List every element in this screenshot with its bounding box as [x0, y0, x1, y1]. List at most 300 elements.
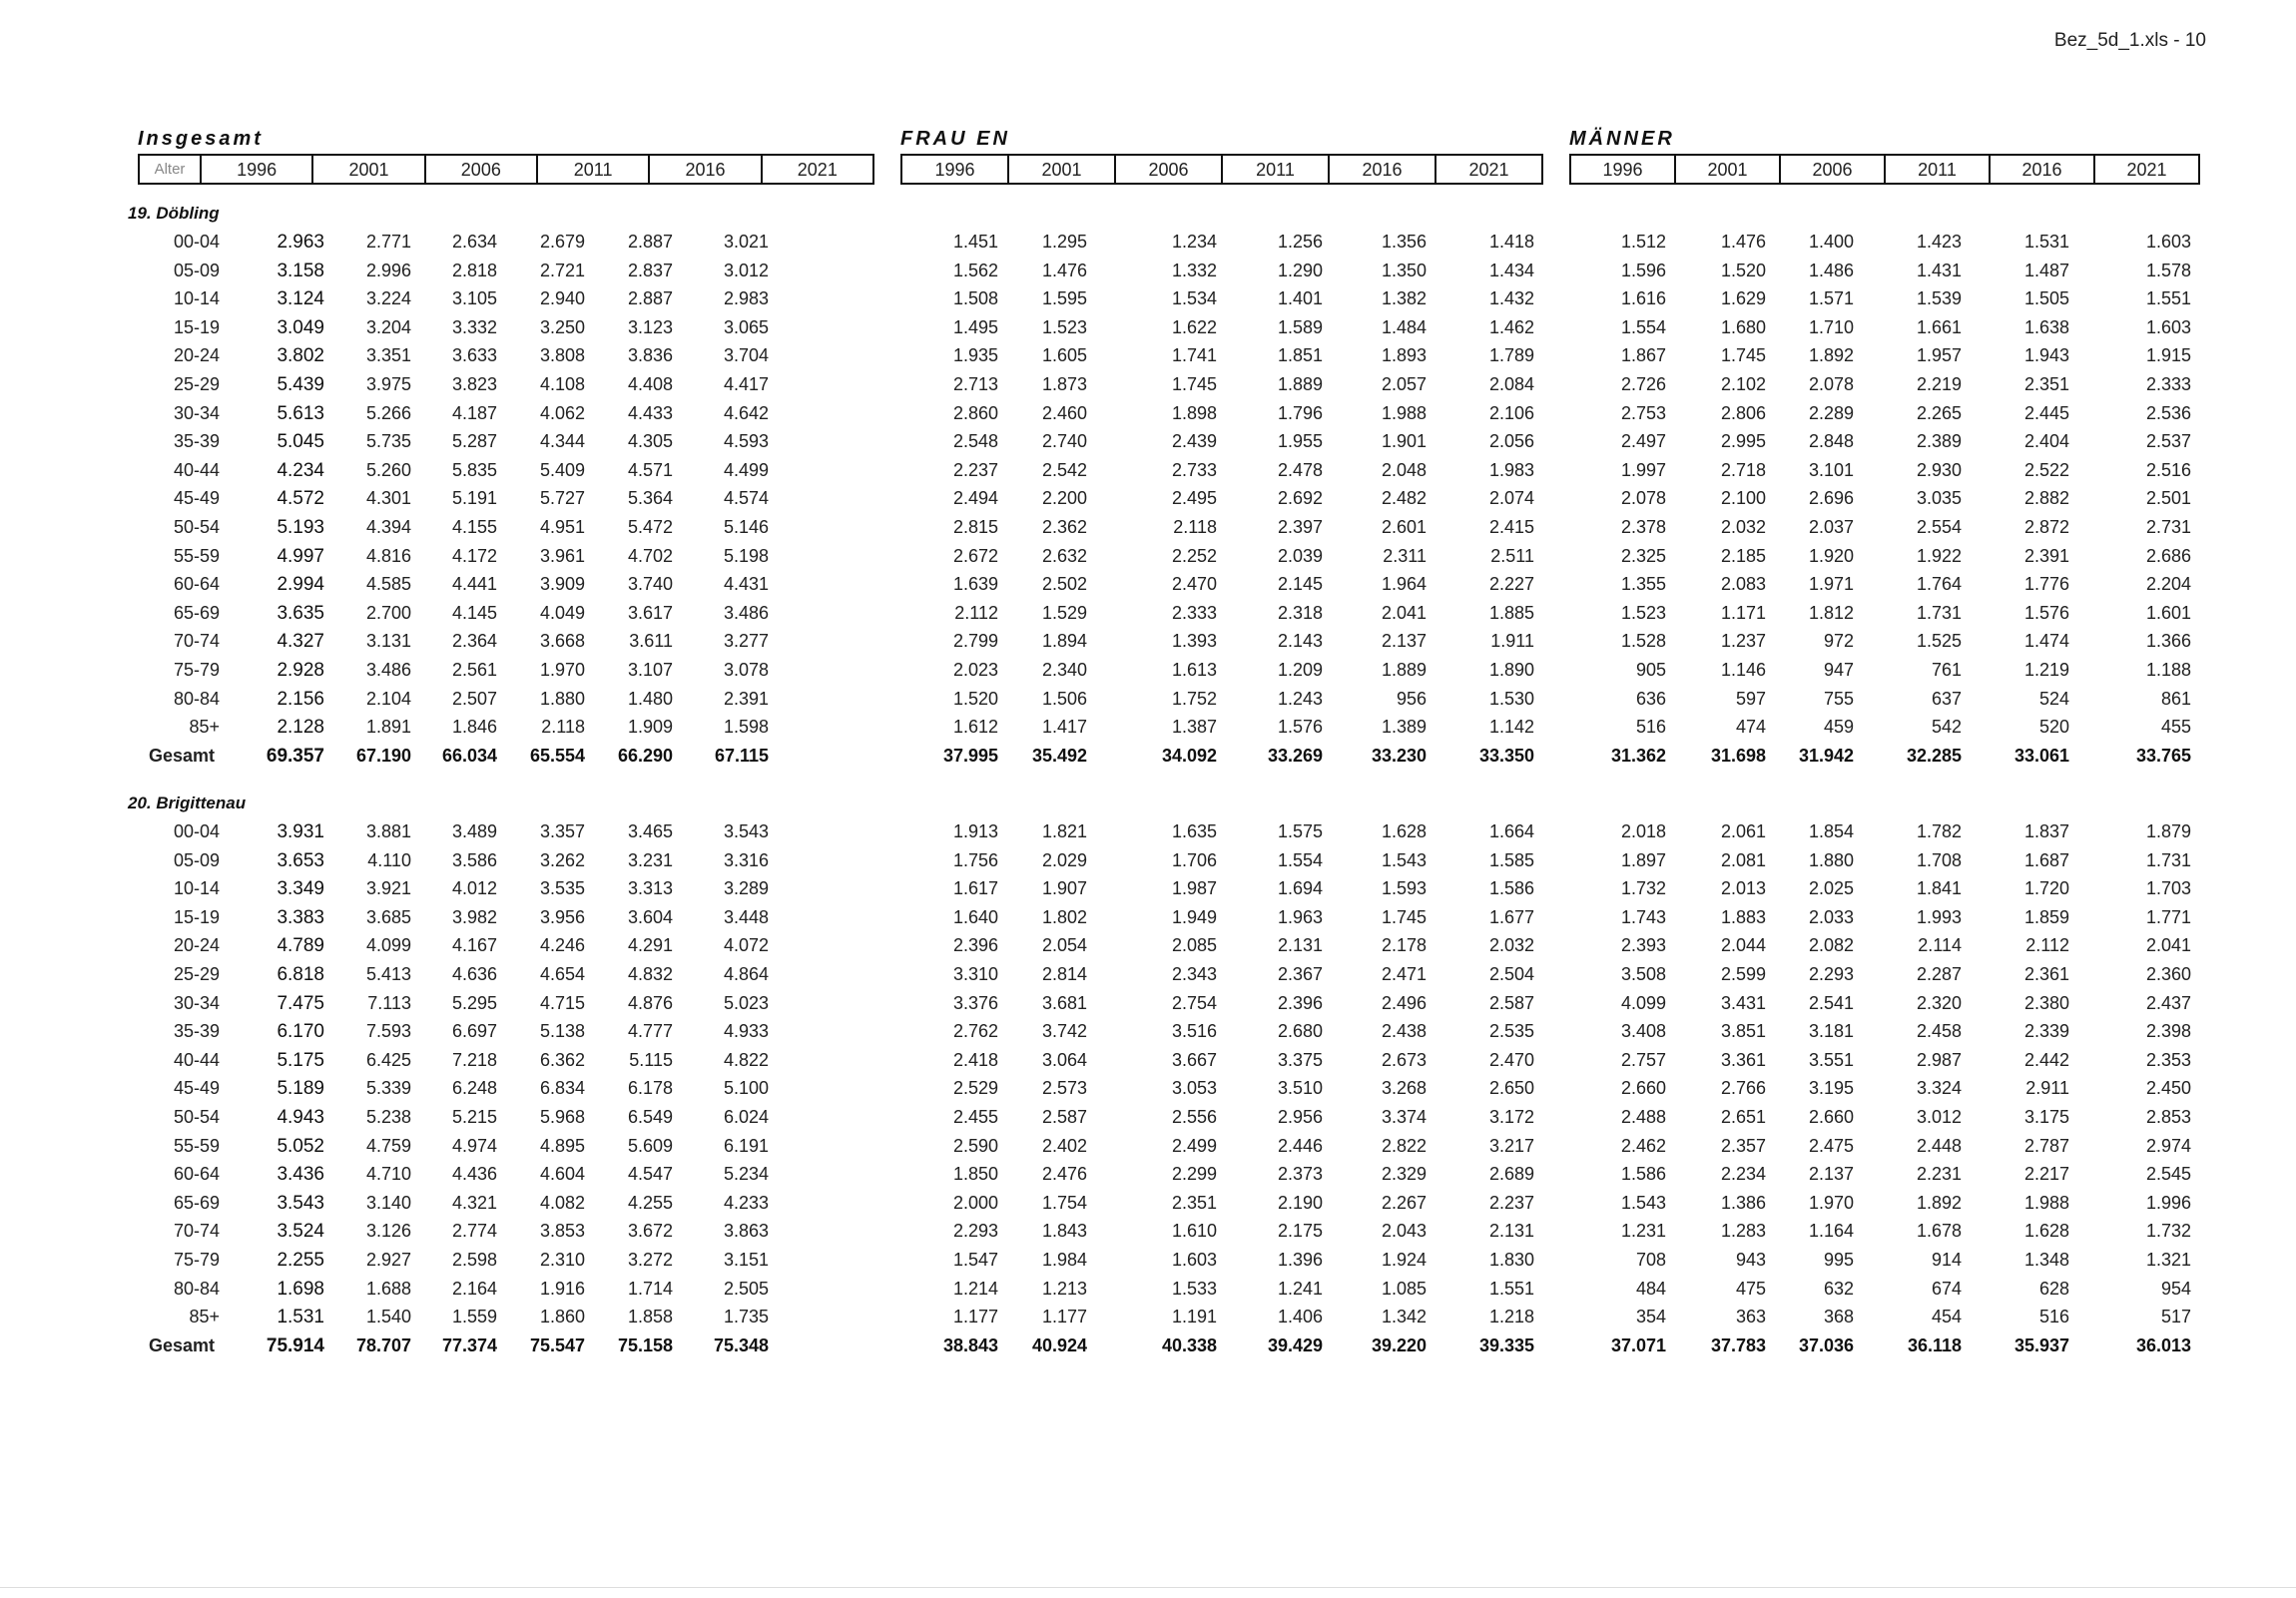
table-cell: 1.970 — [1808, 1192, 1854, 1213]
table-cell: 2.806 — [1720, 402, 1766, 423]
table-cell: 3.250 — [539, 316, 585, 337]
table-cell: 1.897 — [1620, 849, 1666, 870]
table-cell: 1.231 — [1620, 1221, 1666, 1242]
table-cell: 3.224 — [365, 288, 411, 309]
table-cell: 2.757 — [1620, 1049, 1666, 1070]
table-cell: 1.539 — [1916, 288, 1962, 309]
table-cell: 6.697 — [451, 1021, 497, 1042]
table-cell: 2.039 — [1277, 545, 1323, 566]
age-group-label: 10-14 — [173, 878, 220, 899]
table-cell: 3.465 — [627, 821, 673, 841]
table-cell: 34.092 — [1161, 745, 1217, 766]
table-cell: 2.499 — [1171, 1135, 1217, 1156]
table-cell: 2.219 — [1916, 374, 1962, 394]
table-cell: 1.146 — [1720, 660, 1766, 680]
table-cell: 3.408 — [1620, 1021, 1666, 1042]
table-cell: 5.968 — [539, 1107, 585, 1127]
table-cell: 4.108 — [539, 374, 585, 394]
year-header-cell: 2006 — [1779, 156, 1884, 183]
table-cell: 2.753 — [1620, 402, 1666, 423]
table-cell: 1.177 — [1041, 1307, 1087, 1328]
table-cell: 2.137 — [1808, 1164, 1854, 1185]
table-cell: 2.940 — [539, 288, 585, 309]
table-cell: 1.256 — [1277, 232, 1323, 252]
table-cell: 6.170 — [277, 1021, 324, 1043]
table-cell: 2.692 — [1277, 488, 1323, 509]
table-cell: 4.822 — [723, 1049, 769, 1070]
table-cell: 2.887 — [627, 232, 673, 252]
age-group-label: 25-29 — [173, 964, 220, 984]
year-header-cell: 1996 — [1602, 160, 1643, 180]
table-cell: 1.911 — [1490, 631, 1534, 652]
table-cell: 1.613 — [1171, 660, 1217, 680]
table-cell: 7.593 — [365, 1021, 411, 1042]
table-cell: 1.617 — [952, 878, 998, 899]
table-cell: 31.362 — [1610, 745, 1666, 766]
table-cell: 2.041 — [2145, 935, 2191, 956]
table-cell: 1.983 — [1488, 459, 1534, 480]
table-cell: 1.290 — [1277, 260, 1323, 280]
table-cell: 2.446 — [1277, 1135, 1323, 1156]
table-cell: 2.396 — [1277, 992, 1323, 1013]
table-cell: 2.104 — [365, 688, 411, 709]
table-cell: 1.595 — [1041, 288, 1087, 309]
table-cell: 1.821 — [1041, 821, 1087, 841]
table-cell: 2.651 — [1720, 1107, 1766, 1127]
table-cell: 2.032 — [1488, 935, 1534, 956]
table-cell: 5.045 — [277, 431, 324, 453]
table-cell: 2.289 — [1808, 402, 1854, 423]
table-cell: 2.548 — [952, 431, 998, 452]
table-cell: 2.994 — [277, 574, 324, 596]
table-cell: 1.988 — [2023, 1192, 2069, 1213]
table-cell: 1.680 — [1720, 316, 1766, 337]
table-cell: 3.383 — [277, 906, 324, 928]
table-cell: 2.963 — [277, 232, 324, 253]
year-header-cell: 2016 — [648, 156, 760, 183]
table-cell: 2.025 — [1808, 878, 1854, 899]
table-cell: 4.895 — [539, 1135, 585, 1156]
year-header-cell: 2001 — [1007, 156, 1114, 183]
table-cell: 2.554 — [1916, 517, 1962, 537]
table-cell: 4.759 — [365, 1135, 411, 1156]
table-cell: 2.023 — [952, 660, 998, 680]
table-cell: 1.846 — [451, 717, 497, 738]
table-cell: 3.375 — [1277, 1049, 1323, 1070]
table-cell: 4.864 — [723, 964, 769, 984]
table-cell: 3.551 — [1808, 1049, 1854, 1070]
table-cell: 1.462 — [1488, 316, 1534, 337]
table-cell: 2.535 — [1488, 1021, 1534, 1042]
table-cell: 1.389 — [1381, 717, 1427, 738]
table-cell: 2.217 — [2023, 1164, 2069, 1185]
table-cell: 67.190 — [355, 745, 411, 766]
table-cell: 3.863 — [723, 1221, 769, 1242]
table-cell: 1.487 — [2023, 260, 2069, 280]
table-cell: 2.237 — [952, 459, 998, 480]
table-cell: 954 — [2160, 1278, 2191, 1299]
table-cell: 2.175 — [1277, 1221, 1323, 1242]
table-cell: 5.409 — [539, 459, 585, 480]
table-cell: 4.167 — [451, 935, 497, 956]
table-cell: 1.987 — [1171, 878, 1217, 899]
table-cell: 354 — [1635, 1307, 1666, 1328]
table-cell: 1.635 — [1171, 821, 1217, 841]
table-cell: 3.158 — [277, 260, 324, 281]
table-cell: 4.933 — [723, 1021, 769, 1042]
table-cell: 2.325 — [1620, 545, 1666, 566]
table-cell: 4.441 — [451, 574, 497, 595]
table-cell: 2.872 — [2023, 517, 2069, 537]
table-cell: 3.436 — [277, 1164, 324, 1186]
table-cell: 2.448 — [1916, 1135, 1962, 1156]
table-cell: 4.246 — [539, 935, 585, 956]
table-cell: 2.601 — [1381, 517, 1427, 537]
table-cell: 6.191 — [723, 1135, 769, 1156]
table-cell: 1.476 — [1720, 232, 1766, 252]
table-cell: 39.220 — [1371, 1334, 1427, 1355]
age-group-label: 20-24 — [173, 345, 220, 366]
table-cell: 38.843 — [942, 1334, 998, 1355]
table-cell: 2.391 — [2023, 545, 2069, 566]
table-cell: 3.685 — [365, 906, 411, 927]
table-cell: 4.604 — [539, 1164, 585, 1185]
bottom-divider — [0, 1587, 2296, 1588]
table-cell: 40.924 — [1031, 1334, 1087, 1355]
table-cell: 2.418 — [952, 1049, 998, 1070]
table-cell: 2.573 — [1041, 1078, 1087, 1099]
table-cell: 3.272 — [627, 1250, 673, 1270]
table-cell: 2.351 — [1171, 1192, 1217, 1213]
table-cell: 2.200 — [1041, 488, 1087, 509]
table-cell: 33.269 — [1267, 745, 1323, 766]
age-group-label: 55-59 — [173, 545, 220, 566]
table-cell: 2.445 — [2023, 402, 2069, 423]
age-group-label: 75-79 — [173, 660, 220, 680]
table-cell: 363 — [1735, 1307, 1766, 1328]
table-cell: 3.961 — [539, 545, 585, 566]
table-cell: 1.898 — [1171, 402, 1217, 423]
table-cell: 3.012 — [723, 260, 769, 280]
table-cell: 4.291 — [627, 935, 673, 956]
table-cell: 3.802 — [277, 345, 324, 367]
table-cell: 1.283 — [1720, 1221, 1766, 1242]
table-cell: 4.110 — [367, 849, 411, 870]
table-cell: 1.628 — [1381, 821, 1427, 841]
age-group-label: 55-59 — [173, 1135, 220, 1156]
year-header-cell: 2006 — [1114, 156, 1221, 183]
table-cell: 943 — [1735, 1250, 1766, 1270]
table-cell: 5.189 — [277, 1078, 324, 1100]
table-cell: 4.012 — [451, 878, 497, 899]
table-cell: 632 — [1823, 1278, 1854, 1299]
table-cell: 3.123 — [627, 316, 673, 337]
table-cell: 628 — [2038, 1278, 2069, 1299]
table-cell: 1.745 — [1720, 345, 1766, 366]
table-cell: 1.677 — [1488, 906, 1534, 927]
table-cell: 1.664 — [1488, 821, 1534, 841]
table-cell: 3.448 — [723, 906, 769, 927]
table-cell: 78.707 — [355, 1334, 411, 1355]
table-cell: 1.540 — [365, 1307, 411, 1328]
table-cell: 1.593 — [1381, 878, 1427, 899]
age-group-label: 65-69 — [173, 1192, 220, 1213]
table-cell: 3.586 — [451, 849, 497, 870]
table-cell: 5.100 — [723, 1078, 769, 1099]
table-cell: 637 — [1931, 688, 1962, 709]
table-cell: 2.131 — [1277, 935, 1323, 956]
table-cell: 1.916 — [539, 1278, 585, 1299]
table-cell: 2.082 — [1808, 935, 1854, 956]
table-cell: 1.891 — [365, 717, 411, 738]
table-cell: 2.541 — [1808, 992, 1854, 1013]
table-cell: 1.745 — [1171, 374, 1217, 394]
table-cell: 1.554 — [1620, 316, 1666, 337]
table-cell: 1.213 — [1041, 1278, 1087, 1299]
table-cell: 75.158 — [617, 1334, 673, 1355]
year-header-maenner — [1569, 154, 2200, 185]
table-cell: 3.078 — [723, 660, 769, 680]
table-cell: 1.520 — [1720, 260, 1766, 280]
table-cell: 2.787 — [2023, 1135, 2069, 1156]
table-cell: 3.289 — [723, 878, 769, 899]
table-cell: 1.177 — [952, 1307, 998, 1328]
table-cell: 3.124 — [277, 288, 324, 310]
table-cell: 4.974 — [451, 1135, 497, 1156]
table-cell: 861 — [2160, 688, 2191, 709]
table-cell: 2.343 — [1171, 964, 1217, 984]
table-cell: 2.696 — [1808, 488, 1854, 509]
table-cell: 2.561 — [451, 660, 497, 680]
table-cell: 1.350 — [1381, 260, 1427, 280]
table-cell: 1.571 — [1808, 288, 1854, 309]
table-cell: 4.816 — [365, 545, 411, 566]
table-cell: 1.735 — [723, 1307, 769, 1328]
table-cell: 2.853 — [2145, 1107, 2191, 1127]
table-cell: 3.204 — [365, 316, 411, 337]
table-cell: 1.988 — [1381, 402, 1427, 423]
table-cell: 2.033 — [1808, 906, 1854, 927]
table-cell: 1.348 — [2023, 1250, 2069, 1270]
table-cell: 2.293 — [1808, 964, 1854, 984]
year-header-frauen — [900, 154, 1543, 185]
table-cell: 39.335 — [1478, 1334, 1534, 1355]
table-cell: 3.604 — [627, 906, 673, 927]
table-cell: 2.956 — [1277, 1107, 1323, 1127]
table-cell: 455 — [2160, 717, 2191, 738]
table-cell: 2.660 — [1808, 1107, 1854, 1127]
table-cell: 1.841 — [1916, 878, 1962, 899]
table-cell: 1.612 — [952, 717, 998, 738]
table-cell: 2.476 — [1041, 1164, 1087, 1185]
table-cell: 1.858 — [627, 1307, 673, 1328]
year-header-cell: 2016 — [1328, 156, 1435, 183]
table-cell: 1.431 — [1916, 260, 1962, 280]
year-header-cell: 2006 — [424, 156, 536, 183]
table-cell: 1.342 — [1381, 1307, 1427, 1328]
table-cell: 1.393 — [1171, 631, 1217, 652]
table-cell: 1.520 — [952, 688, 998, 709]
table-cell: 1.406 — [1277, 1307, 1323, 1328]
table-cell: 4.394 — [365, 517, 411, 537]
table-cell: 1.854 — [1808, 821, 1854, 841]
table-cell: 2.522 — [2023, 459, 2069, 480]
table-cell: 4.255 — [627, 1192, 673, 1213]
table-cell: 3.672 — [627, 1221, 673, 1242]
table-cell: 1.451 — [952, 232, 998, 252]
table-cell: 1.171 — [1720, 602, 1766, 623]
year-header-insgesamt — [138, 154, 874, 185]
table-cell: 37.995 — [942, 745, 998, 766]
age-header: Alter — [154, 161, 186, 178]
table-cell: 1.554 — [1277, 849, 1323, 870]
table-cell: 4.234 — [277, 459, 324, 481]
table-cell: 75.348 — [713, 1334, 769, 1355]
table-cell: 3.217 — [1488, 1135, 1534, 1156]
table-cell: 5.727 — [539, 488, 585, 509]
table-cell: 2.501 — [2145, 488, 2191, 509]
table-cell: 4.997 — [277, 545, 324, 567]
table-cell: 1.523 — [1620, 602, 1666, 623]
age-group-label: 35-39 — [173, 1021, 220, 1042]
table-cell: 1.892 — [1916, 1192, 1962, 1213]
table-cell: 2.504 — [1488, 964, 1534, 984]
table-cell: 1.867 — [1620, 345, 1666, 366]
table-cell: 2.814 — [1041, 964, 1087, 984]
table-cell: 708 — [1635, 1250, 1666, 1270]
table-cell: 1.703 — [2145, 878, 2191, 899]
table-cell: 3.516 — [1171, 1021, 1217, 1042]
table-cell: 454 — [1931, 1307, 1962, 1328]
table-cell: 3.172 — [1488, 1107, 1534, 1127]
table-cell: 67.115 — [714, 745, 769, 766]
table-cell: 31.698 — [1710, 745, 1766, 766]
table-cell: 2.455 — [952, 1107, 998, 1127]
table-cell: 1.562 — [952, 260, 998, 280]
table-cell: 1.434 — [1488, 260, 1534, 280]
age-group-label: 15-19 — [173, 316, 220, 337]
table-cell: 2.227 — [1488, 574, 1534, 595]
table-cell: 1.085 — [1381, 1278, 1427, 1299]
table-cell: 516 — [1635, 717, 1666, 738]
table-cell: 2.740 — [1041, 431, 1087, 452]
table-cell: 3.131 — [365, 631, 411, 652]
table-cell: 2.766 — [1720, 1078, 1766, 1099]
table-cell: 2.361 — [2023, 964, 2069, 984]
table-cell: 3.975 — [365, 374, 411, 394]
table-cell: 2.587 — [1041, 1107, 1087, 1127]
table-cell: 35.937 — [2013, 1334, 2069, 1355]
table-cell: 2.587 — [1488, 992, 1534, 1013]
table-cell: 3.668 — [539, 631, 585, 652]
table-cell: 3.324 — [1916, 1078, 1962, 1099]
table-cell: 77.374 — [441, 1334, 497, 1355]
table-cell: 755 — [1823, 688, 1854, 709]
table-cell: 5.835 — [451, 459, 497, 480]
table-cell: 5.115 — [629, 1049, 673, 1070]
table-cell: 520 — [2038, 717, 2069, 738]
table-cell: 1.603 — [2145, 232, 2191, 252]
table-cell: 2.983 — [723, 288, 769, 309]
year-header-cell: 1996 — [200, 156, 311, 183]
table-cell: 2.911 — [2025, 1078, 2069, 1099]
table-cell: 2.137 — [1381, 631, 1427, 652]
table-cell: 4.715 — [539, 992, 585, 1013]
table-cell: 40.338 — [1161, 1334, 1217, 1355]
table-cell: 2.178 — [1381, 935, 1427, 956]
table-cell: 2.774 — [451, 1221, 497, 1242]
table-cell: 2.353 — [2145, 1049, 2191, 1070]
table-cell: 947 — [1823, 660, 1854, 680]
table-cell: 6.248 — [451, 1078, 497, 1099]
table-cell: 5.234 — [723, 1164, 769, 1185]
table-cell: 2.497 — [1620, 431, 1666, 452]
table-cell: 4.417 — [723, 374, 769, 394]
table-cell: 4.187 — [451, 402, 497, 423]
table-cell: 1.589 — [1277, 316, 1323, 337]
age-group-label: 70-74 — [173, 631, 220, 652]
table-cell: 4.321 — [451, 1192, 497, 1213]
table-cell: 2.496 — [1381, 992, 1427, 1013]
table-cell: 3.543 — [723, 821, 769, 841]
table-cell: 3.107 — [627, 660, 673, 680]
table-cell: 3.431 — [1720, 992, 1766, 1013]
table-cell: 5.198 — [723, 545, 769, 566]
table-cell: 1.400 — [1808, 232, 1854, 252]
table-cell: 2.081 — [1720, 849, 1766, 870]
age-group-label: 75-79 — [173, 1250, 220, 1270]
table-cell: 972 — [1823, 631, 1854, 652]
table-cell: 3.489 — [451, 821, 497, 841]
table-cell: 4.943 — [277, 1107, 324, 1128]
table-cell: 2.293 — [952, 1221, 998, 1242]
table-cell: 1.996 — [2145, 1192, 2191, 1213]
age-group-label: 10-14 — [173, 288, 220, 309]
table-cell: 35.492 — [1031, 745, 1087, 766]
table-cell: 4.585 — [365, 574, 411, 595]
table-cell: 542 — [1931, 717, 1962, 738]
table-cell: 3.151 — [723, 1250, 769, 1270]
table-cell: 5.413 — [365, 964, 411, 984]
table-cell: 1.907 — [1041, 878, 1087, 899]
table-cell: 4.499 — [723, 459, 769, 480]
table-cell: 4.305 — [627, 431, 673, 452]
table-cell: 2.085 — [1171, 935, 1217, 956]
table-cell: 3.313 — [627, 878, 673, 899]
table-cell: 2.689 — [1488, 1164, 1534, 1185]
age-group-label: 15-19 — [173, 906, 220, 927]
table-cell: 1.356 — [1381, 232, 1427, 252]
table-cell: 1.873 — [1041, 374, 1087, 394]
year-header-cell: 2011 — [1221, 156, 1328, 183]
table-cell: 1.880 — [1808, 849, 1854, 870]
table-cell: 484 — [1635, 1278, 1666, 1299]
table-cell: 1.214 — [952, 1278, 998, 1299]
table-cell: 2.029 — [1041, 849, 1087, 870]
table-cell: 3.181 — [1808, 1021, 1854, 1042]
table-cell: 5.339 — [365, 1078, 411, 1099]
table-cell: 2.488 — [1620, 1107, 1666, 1127]
table-cell: 1.745 — [1381, 906, 1427, 927]
table-cell: 1.191 — [1171, 1307, 1217, 1328]
table-cell: 2.686 — [2145, 545, 2191, 566]
table-cell: 3.617 — [627, 602, 673, 623]
table-cell: 5.191 — [451, 488, 497, 509]
table-cell: 2.726 — [1620, 374, 1666, 394]
table-cell: 1.698 — [277, 1278, 324, 1300]
table-cell: 1.935 — [952, 345, 998, 366]
table-cell: 2.882 — [2023, 488, 2069, 509]
